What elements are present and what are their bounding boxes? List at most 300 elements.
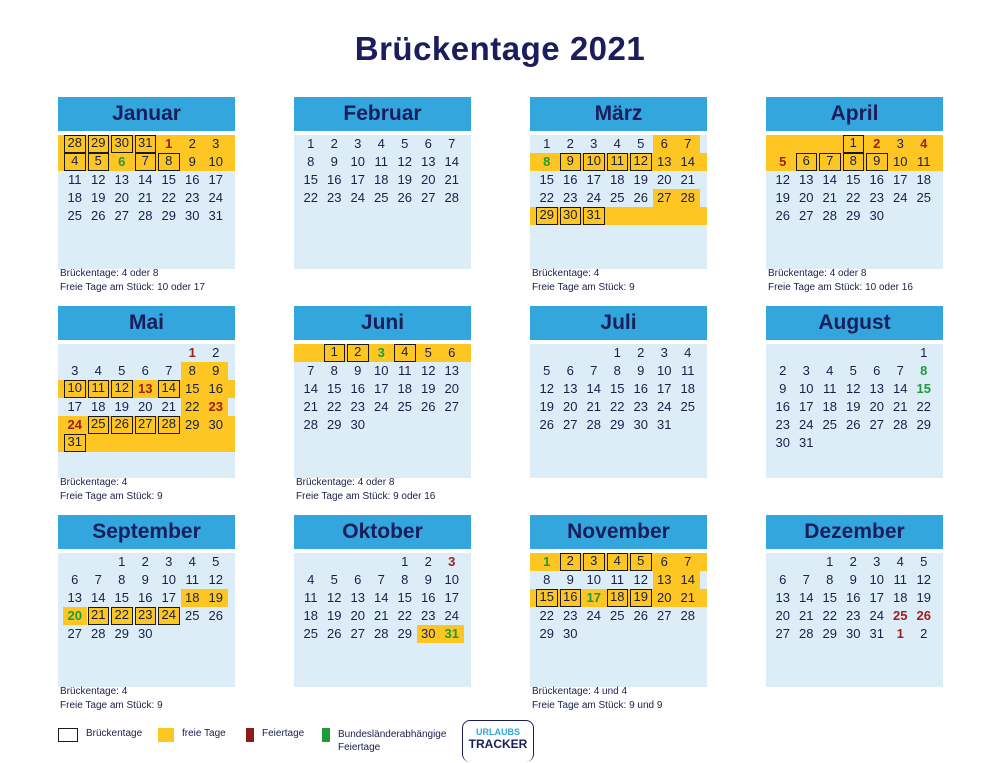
- day-cell: 11: [610, 572, 624, 587]
- day-cell: 14: [138, 172, 153, 187]
- day-cell: 28: [676, 189, 700, 207]
- day-cell: 30: [417, 625, 441, 643]
- month-oktober: [294, 515, 471, 687]
- month-note: [60, 267, 205, 295]
- week-row: [530, 625, 707, 643]
- day-cell: [676, 207, 700, 225]
- day-cell: 16: [421, 590, 436, 605]
- bridge-day: 24: [158, 607, 180, 625]
- bridge-day: 29: [88, 135, 110, 153]
- day-cell: 9: [849, 572, 857, 587]
- week-row: [294, 380, 471, 398]
- legend-bridge-days: [58, 728, 142, 748]
- bridge-day: 31: [583, 207, 605, 225]
- day-cell: 12: [633, 572, 648, 587]
- day-cell: 4: [684, 345, 692, 360]
- holiday-day: 26: [916, 608, 931, 623]
- bridge-day: 9: [560, 153, 582, 171]
- day-cell: [110, 344, 134, 362]
- week-row: [530, 589, 707, 607]
- day-cell: [440, 416, 464, 434]
- day-cell: 19: [421, 381, 436, 396]
- day-cell: [87, 553, 111, 571]
- day-cell: 24: [586, 608, 601, 623]
- week-row: [58, 434, 235, 452]
- bridge-day: 6: [796, 153, 818, 171]
- bridge-days-note: Brückentage: 4: [532, 268, 600, 279]
- free-days-note: Freie Tage am Stück: 9: [60, 491, 163, 502]
- day-cell: 7: [676, 135, 700, 153]
- day-cell: 5: [118, 363, 126, 378]
- month-note: [60, 685, 163, 713]
- bridge-day: 30: [560, 207, 582, 225]
- day-cell: 30: [633, 417, 648, 432]
- bridge-day: 8: [158, 153, 180, 171]
- day-cell: 14: [893, 381, 908, 396]
- holiday-day: 24: [63, 416, 87, 434]
- day-cell: [676, 416, 700, 434]
- holiday-day: 5: [771, 153, 795, 171]
- day-cell: 30: [846, 626, 861, 641]
- week-row: [58, 416, 235, 434]
- day-cell: 17: [586, 172, 601, 187]
- day-cell: 15: [114, 590, 129, 605]
- day-cell: 29: [114, 626, 129, 641]
- day-cell: 21: [586, 399, 601, 414]
- month-header: April: [766, 97, 943, 131]
- bridge-day: 25: [88, 416, 110, 434]
- day-cell: 30: [869, 208, 884, 223]
- day-cell: 11: [912, 153, 936, 171]
- day-cell: 19: [114, 399, 129, 414]
- day-cell: 28: [586, 417, 601, 432]
- day-cell: 29: [181, 416, 205, 434]
- bridge-day: 11: [88, 380, 110, 398]
- day-cell: 20: [114, 190, 129, 205]
- day-cell: 30: [204, 416, 228, 434]
- week-row: [766, 398, 943, 416]
- day-cell: 28: [91, 626, 106, 641]
- day-cell: 23: [846, 608, 861, 623]
- week-row: [58, 207, 235, 225]
- bridge-days-note: Brückentage: 4: [60, 686, 128, 697]
- day-cell: 17: [893, 172, 908, 187]
- day-cell: [181, 434, 205, 452]
- month-days: [58, 135, 235, 269]
- day-cell: 31: [657, 417, 672, 432]
- week-row: [530, 207, 707, 225]
- day-cell: [393, 416, 417, 434]
- day-cell: 23: [563, 608, 578, 623]
- week-row: [294, 398, 471, 416]
- day-cell: 10: [350, 154, 365, 169]
- bridge-day-swatch: [58, 728, 78, 742]
- week-row: [766, 434, 943, 452]
- bridge-days-note: Brückentage: 4 oder 8: [60, 268, 159, 279]
- day-cell: 1: [401, 554, 409, 569]
- bridge-day: 26: [111, 416, 133, 434]
- day-cell: 5: [637, 136, 645, 151]
- holiday-day: 1: [188, 345, 196, 360]
- legend-regional-label-1: Bundesländerabhängige: [338, 729, 447, 740]
- week-row: [766, 625, 943, 643]
- day-cell: [157, 434, 181, 452]
- week-row: [766, 362, 943, 380]
- day-cell: 12: [397, 154, 412, 169]
- week-row: [530, 553, 707, 571]
- day-cell: 10: [889, 153, 913, 171]
- free-days-note: Freie Tage am Stück: 9 oder 16: [296, 491, 436, 502]
- day-cell: 15: [610, 381, 625, 396]
- holiday-day: 2: [865, 135, 889, 153]
- day-cell: 2: [424, 554, 432, 569]
- day-cell: 27: [657, 608, 672, 623]
- day-cell: 9: [330, 154, 338, 169]
- month-header: Mai: [58, 306, 235, 340]
- month-juli: [530, 306, 707, 478]
- day-cell: 17: [374, 381, 389, 396]
- bridge-days-note: Brückentage: 4 oder 8: [768, 268, 867, 279]
- day-cell: 6: [424, 136, 432, 151]
- free-days-note: Freie Tage am Stück: 10 oder 16: [768, 282, 913, 293]
- day-cell: 17: [350, 172, 365, 187]
- day-cell: 25: [822, 417, 837, 432]
- day-cell: 27: [421, 190, 436, 205]
- holiday-day: 1: [896, 626, 904, 641]
- bridge-day: 22: [111, 607, 133, 625]
- bridge-day: 30: [111, 135, 133, 153]
- day-cell: 18: [680, 381, 695, 396]
- day-cell: 13: [67, 590, 82, 605]
- day-cell: 27: [114, 208, 129, 223]
- day-cell: 17: [657, 381, 672, 396]
- week-row: [58, 398, 235, 416]
- day-cell: 8: [613, 363, 621, 378]
- day-cell: 14: [303, 381, 318, 396]
- day-cell: 3: [873, 554, 881, 569]
- week-row: [58, 589, 235, 607]
- day-cell: 29: [846, 208, 861, 223]
- week-row: [530, 153, 707, 171]
- day-cell: 26: [633, 190, 648, 205]
- month-juni: [294, 306, 471, 478]
- day-cell: 7: [590, 363, 598, 378]
- day-cell: 14: [444, 154, 459, 169]
- month-header: November: [530, 515, 707, 549]
- day-cell: 25: [610, 190, 625, 205]
- day-cell: [795, 344, 819, 362]
- logo-line-1: URLAUBS: [476, 727, 520, 737]
- week-row: [530, 171, 707, 189]
- bridge-day: 12: [111, 380, 133, 398]
- day-cell: 29: [397, 626, 412, 641]
- free-days-note: Freie Tage am Stück: 10 oder 17: [60, 282, 205, 293]
- day-cell: 28: [374, 626, 389, 641]
- day-cell: 6: [440, 344, 464, 362]
- month-header: Dezember: [766, 515, 943, 549]
- day-cell: 2: [212, 345, 220, 360]
- week-row: [58, 553, 235, 571]
- day-cell: 1: [543, 136, 551, 151]
- bridge-day: 19: [630, 589, 652, 607]
- day-cell: [559, 344, 583, 362]
- day-cell: 13: [350, 590, 365, 605]
- page-title: Brückentage 2021: [354, 30, 646, 67]
- week-row: [766, 207, 943, 225]
- week-row: [294, 607, 471, 625]
- day-cell: 24: [374, 399, 389, 414]
- day-cell: 11: [823, 381, 837, 396]
- week-row: [58, 189, 235, 207]
- legend-holiday-label: Feiertage: [262, 728, 305, 739]
- day-cell: 26: [208, 608, 223, 623]
- day-cell: 28: [138, 208, 153, 223]
- day-cell: 16: [563, 172, 578, 187]
- day-cell: 9: [424, 572, 432, 587]
- day-cell: 7: [448, 136, 456, 151]
- day-cell: 22: [303, 190, 318, 205]
- day-cell: 11: [68, 172, 82, 187]
- day-cell: 21: [444, 172, 459, 187]
- day-cell: 2: [920, 626, 928, 641]
- day-cell: 22: [327, 399, 342, 414]
- day-cell: 16: [204, 380, 228, 398]
- month-days: [766, 344, 943, 478]
- day-cell: 3: [590, 136, 598, 151]
- day-cell: 1: [307, 136, 315, 151]
- day-cell: [912, 207, 936, 225]
- day-cell: 13: [869, 381, 884, 396]
- day-cell: 28: [444, 190, 459, 205]
- month-header: Februar: [294, 97, 471, 131]
- day-cell: 21: [303, 399, 318, 414]
- bridge-day: 4: [607, 553, 629, 571]
- bridge-day: 12: [630, 153, 652, 171]
- day-cell: 17: [444, 590, 459, 605]
- day-cell: 7: [165, 363, 173, 378]
- legend-holidays: [246, 728, 304, 748]
- day-cell: [606, 625, 630, 643]
- legend-free-days: [158, 728, 226, 748]
- month-days: [530, 344, 707, 478]
- month-august: [766, 306, 943, 478]
- day-cell: 24: [657, 399, 672, 414]
- day-cell: 22: [916, 399, 931, 414]
- day-cell: 22: [539, 190, 554, 205]
- day-cell: 5: [849, 363, 857, 378]
- week-row: [766, 416, 943, 434]
- bridge-day: 2: [560, 553, 582, 571]
- day-cell: 24: [208, 190, 223, 205]
- day-cell: [795, 135, 819, 153]
- regional-holiday-day: 17: [582, 589, 606, 607]
- day-cell: 18: [916, 172, 931, 187]
- month-mai: [58, 306, 235, 478]
- week-row: [58, 607, 235, 625]
- day-cell: 13: [421, 154, 436, 169]
- day-cell: 13: [799, 172, 814, 187]
- day-cell: 19: [846, 399, 861, 414]
- day-cell: 11: [681, 363, 695, 378]
- regional-holiday-day: 6: [110, 153, 134, 171]
- bridge-day: 10: [64, 380, 86, 398]
- day-cell: [134, 434, 158, 452]
- day-cell: 27: [67, 626, 82, 641]
- day-cell: 25: [397, 399, 412, 414]
- bridge-day: 28: [64, 135, 86, 153]
- month-november: [530, 515, 707, 687]
- day-cell: 6: [71, 572, 79, 587]
- day-cell: 14: [822, 172, 837, 187]
- month-days: [766, 553, 943, 687]
- week-row: [766, 189, 943, 207]
- day-cell: 21: [680, 172, 695, 187]
- day-cell: 27: [563, 417, 578, 432]
- week-row: [58, 362, 235, 380]
- day-cell: 13: [653, 153, 677, 171]
- regional-holiday-day: 3: [370, 344, 394, 362]
- holiday-swatch: [246, 728, 254, 742]
- day-cell: 12: [539, 381, 554, 396]
- day-cell: 4: [377, 136, 385, 151]
- week-row: [766, 171, 943, 189]
- day-cell: [323, 553, 347, 571]
- day-cell: [889, 207, 913, 225]
- bridge-days-note: Brückentage: 4 und 4: [532, 686, 628, 697]
- day-cell: 20: [138, 399, 153, 414]
- bridge-day: 9: [866, 153, 888, 171]
- day-cell: 19: [775, 190, 790, 205]
- day-cell: 7: [377, 572, 385, 587]
- bridge-day: 15: [536, 589, 558, 607]
- regional-holiday-swatch: [322, 728, 330, 742]
- day-cell: 12: [846, 381, 861, 396]
- day-cell: 5: [401, 136, 409, 151]
- day-cell: 16: [633, 381, 648, 396]
- day-cell: 25: [610, 608, 625, 623]
- day-cell: [889, 344, 913, 362]
- day-cell: 20: [444, 381, 459, 396]
- day-cell: 8: [401, 572, 409, 587]
- day-cell: 18: [374, 172, 389, 187]
- bridge-day: 31: [135, 135, 157, 153]
- day-cell: 29: [327, 417, 342, 432]
- day-cell: 19: [397, 172, 412, 187]
- day-cell: 23: [563, 190, 578, 205]
- regional-holiday-day: 31: [440, 625, 464, 643]
- week-row: [294, 189, 471, 207]
- day-cell: 23: [350, 399, 365, 414]
- day-cell: 26: [846, 417, 861, 432]
- day-cell: 10: [444, 572, 459, 587]
- day-cell: 6: [873, 363, 881, 378]
- day-cell: 22: [822, 608, 837, 623]
- day-cell: 12: [916, 572, 931, 587]
- week-row: [530, 380, 707, 398]
- day-cell: 30: [350, 417, 365, 432]
- day-cell: 27: [653, 189, 677, 207]
- regional-holiday-day: 15: [916, 381, 931, 396]
- day-cell: 3: [354, 136, 362, 151]
- day-cell: 14: [91, 590, 106, 605]
- day-cell: [795, 553, 819, 571]
- day-cell: 9: [637, 363, 645, 378]
- month-note: [532, 267, 635, 295]
- day-cell: 25: [680, 399, 695, 414]
- day-cell: 24: [893, 190, 908, 205]
- day-cell: [818, 135, 842, 153]
- day-cell: [818, 344, 842, 362]
- day-cell: 7: [676, 553, 700, 571]
- day-cell: 18: [303, 608, 318, 623]
- day-cell: 26: [775, 208, 790, 223]
- day-cell: 17: [208, 172, 223, 187]
- day-cell: 14: [374, 590, 389, 605]
- day-cell: 23: [327, 190, 342, 205]
- day-cell: 10: [657, 363, 672, 378]
- month-days: [294, 135, 471, 269]
- day-cell: 20: [775, 608, 790, 623]
- day-cell: 13: [114, 172, 129, 187]
- month-september: [58, 515, 235, 687]
- month-note: [768, 267, 913, 295]
- day-cell: 25: [185, 608, 200, 623]
- day-cell: [299, 344, 323, 362]
- bridge-day: 23: [135, 607, 157, 625]
- week-row: [294, 153, 471, 171]
- day-cell: 16: [775, 399, 790, 414]
- day-cell: 8: [543, 572, 551, 587]
- day-cell: 8: [181, 362, 205, 380]
- week-row: [530, 571, 707, 589]
- week-row: [294, 625, 471, 643]
- holiday-day: 4: [912, 135, 936, 153]
- month-header: September: [58, 515, 235, 549]
- day-cell: 22: [181, 398, 205, 416]
- day-cell: 8: [330, 363, 338, 378]
- day-cell: 16: [350, 381, 365, 396]
- day-cell: 12: [327, 590, 342, 605]
- day-cell: 8: [118, 572, 126, 587]
- day-cell: 7: [307, 363, 315, 378]
- day-cell: 14: [676, 571, 700, 589]
- day-cell: 28: [893, 417, 908, 432]
- day-cell: 19: [539, 399, 554, 414]
- month-april: [766, 97, 943, 269]
- month-days: [294, 344, 471, 478]
- day-cell: 18: [822, 399, 837, 414]
- day-cell: 3: [802, 363, 810, 378]
- week-row: [766, 607, 943, 625]
- bridge-day: 4: [64, 153, 86, 171]
- bridge-day: 16: [560, 589, 582, 607]
- free-days-note: Freie Tage am Stück: 9: [60, 700, 163, 711]
- day-cell: 6: [141, 363, 149, 378]
- day-cell: 5: [330, 572, 338, 587]
- day-cell: 9: [779, 381, 787, 396]
- day-cell: 7: [802, 572, 810, 587]
- month-days: [294, 553, 471, 687]
- day-cell: 10: [161, 572, 176, 587]
- day-cell: 5: [920, 554, 928, 569]
- day-cell: 27: [799, 208, 814, 223]
- day-cell: 3: [889, 135, 913, 153]
- day-cell: 8: [307, 154, 315, 169]
- day-cell: 15: [397, 590, 412, 605]
- day-cell: 15: [327, 381, 342, 396]
- day-cell: 12: [208, 572, 223, 587]
- week-row: [766, 344, 943, 362]
